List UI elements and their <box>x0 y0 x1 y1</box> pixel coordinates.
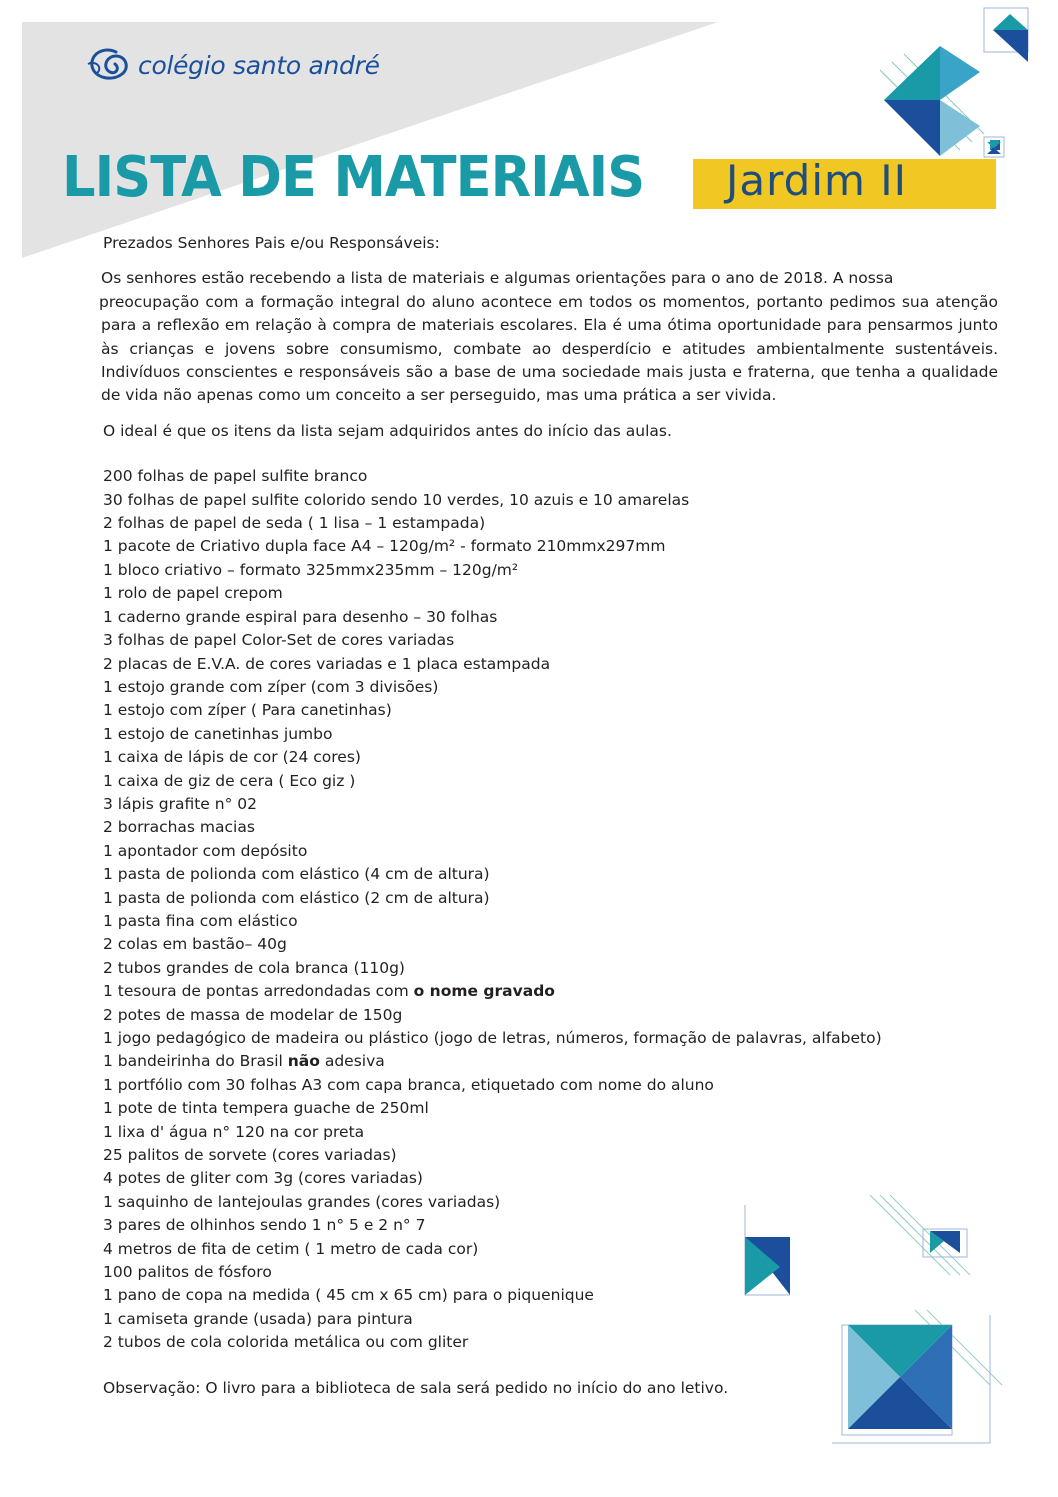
list-item-text: 3 folhas de papel Color-Set de cores variadas <box>103 631 455 650</box>
list-item-text: 1 camiseta grande (usada) para pintura <box>103 1309 413 1328</box>
list-item <box>103 887 998 910</box>
observation-note: Observação: O livro para a biblioteca de sala será pedido no início do ano letivo. <box>103 1378 729 1397</box>
list-item-text: 3 lápis grafite n° 02 <box>103 794 257 813</box>
list-item <box>103 653 998 676</box>
intro-paragraph <box>101 267 998 407</box>
list-item <box>103 1050 998 1073</box>
list-item-text: 1 jogo pedagógico de madeira ou plástico (jogo de letras, números, formação de palavras, alfabeto) <box>103 1029 882 1047</box>
list-item-text: 1 pasta fina com elástico <box>103 911 298 930</box>
list-item-text: 1 apontador com depósito <box>103 841 308 860</box>
list-item <box>103 629 998 652</box>
list-item <box>103 582 998 605</box>
list-item <box>103 957 998 980</box>
list-item-text: 1 caixa de lápis de cor (24 cores) <box>103 748 361 767</box>
list-item-text: 1 portfólio com 30 folhas A3 com capa branca, etiquetado com nome do aluno <box>103 1075 714 1094</box>
list-item <box>103 770 998 793</box>
list-item-text: 1 estojo de canetinhas jumbo <box>103 724 333 743</box>
list-item-text: 1 estojo com zíper ( Para canetinhas) <box>103 701 392 720</box>
list-item-text: 1 tesoura de pontas arredondadas com <box>103 982 414 1001</box>
list-item-emphasis: o nome gravado <box>413 982 555 1001</box>
list-item-text: 2 tubos de cola colorida metálica ou com gliter <box>103 1333 469 1352</box>
list-item-text: 4 metros de fita de cetim ( 1 metro de cada cor) <box>103 1239 479 1258</box>
list-item-text: 3 pares de olhinhos sendo 1 n° 5 e 2 n° 7 <box>103 1216 426 1235</box>
logo-swirl-icon <box>86 44 136 86</box>
intro-first-line: Os senhores estão recebendo a lista de materiais e algumas orientações para o ano de 2018. A nossa <box>101 269 894 288</box>
list-item-text: 1 pote de tinta tempera guache de 250ml <box>103 1099 429 1118</box>
list-item-text: 1 caixa de giz de cera ( Eco giz ) <box>103 771 356 790</box>
list-item <box>103 676 998 699</box>
school-logo <box>86 44 380 86</box>
list-item-emphasis: não <box>287 1052 320 1071</box>
list-item <box>103 1144 998 1167</box>
list-item-text: 200 folhas de papel sulfite branco <box>103 467 368 486</box>
list-item-text: 30 folhas de papel sulfite colorido sendo 10 verdes, 10 azuis e 10 amarelas <box>103 490 690 509</box>
title-corner-icon <box>983 136 1005 158</box>
list-item-text: 1 pasta de polionda com elástico (4 cm de altura) <box>103 865 490 884</box>
list-item <box>103 840 998 863</box>
list-item-text: 100 palitos de fósforo <box>103 1263 272 1282</box>
list-item <box>103 1074 998 1097</box>
list-item <box>103 1027 998 1050</box>
list-item <box>103 559 998 582</box>
list-item <box>103 723 998 746</box>
list-item <box>103 1214 998 1237</box>
list-item-text: 2 potes de massa de modelar de 150g <box>103 1005 403 1024</box>
greeting: Prezados Senhores Pais e/ou Responsáveis: <box>103 234 440 252</box>
grade-badge: Jardim II <box>726 156 908 205</box>
list-item <box>103 933 998 956</box>
list-item <box>103 1261 998 1284</box>
list-item <box>103 1121 998 1144</box>
school-name: colégio santo andré <box>138 50 380 80</box>
list-item <box>103 699 998 722</box>
list-item-text: 1 bandeirinha do Brasil <box>103 1052 288 1071</box>
list-item <box>103 1167 998 1190</box>
list-item <box>103 793 998 816</box>
list-item <box>103 512 998 535</box>
page-title: LISTA DE MATERIAIS <box>62 145 645 210</box>
list-item <box>103 489 998 512</box>
list-item <box>103 535 998 558</box>
list-item-text: 1 saquinho de lantejoulas grandes (cores variadas) <box>103 1192 501 1211</box>
list-item-text: 1 pacote de Criativo dupla face A4 – 120g/m² - formato 210mmx297mm <box>103 537 666 556</box>
list-item-text: 4 potes de gliter com 3g (cores variadas) <box>103 1169 423 1188</box>
list-item <box>103 1308 998 1331</box>
list-item <box>103 863 998 886</box>
ideal-sentence: O ideal é que os itens da lista sejam adquiridos antes do início das aulas. <box>103 421 672 440</box>
materials-list <box>103 465 998 1354</box>
intro-rest: preocupação com a formação integral do aluno acontece em todos os momentos, portanto pedimos sua atenção para a reflexão em relação à compra de materiais escolares. Ela é uma ótima oportunidade para pensarmos junto às crianças e jovens sobre consumismo, combate ao desperdício e atitudes ambientalmente sustentáveis. Indivíduos conscientes e responsáveis são a base de uma sociedade mais justa e fraterna, que tenha a qualidade de vida não apenas como um conceito a ser perseguido, mas uma prática a ser vivida. <box>99 292 998 405</box>
list-item-text: 2 tubos grandes de cola branca (110g) <box>103 958 405 977</box>
list-item-text: 1 pano de copa na medida ( 45 cm x 65 cm) para o piquenique <box>103 1286 594 1305</box>
list-item <box>103 1331 998 1354</box>
list-item <box>103 1097 998 1120</box>
list-item-text: 2 placas de E.V.A. de cores variadas e 1 placa estampada <box>103 654 551 673</box>
list-item-text: 25 palitos de sorvete (cores variadas) <box>103 1146 397 1165</box>
list-item-text: 1 bloco criativo – formato 325mmx235mm – 120g/m² <box>103 560 519 579</box>
top-right-decoration <box>860 0 1058 165</box>
list-item-text: 1 estojo grande com zíper (com 3 divisões) <box>103 677 439 696</box>
list-item-text: 1 caderno grande espiral para desenho – 30 folhas <box>103 607 498 626</box>
list-item-text: adesiva <box>319 1052 385 1071</box>
letter-content <box>99 232 998 1400</box>
list-item <box>103 465 998 488</box>
list-item <box>103 1238 998 1261</box>
list-item-text: 2 folhas de papel de seda ( 1 lisa – 1 estampada) <box>103 514 486 533</box>
list-item-text: 1 lixa d' água n° 120 na cor preta <box>103 1122 365 1141</box>
list-item <box>103 980 998 1003</box>
list-item-text: 1 rolo de papel crepom <box>103 584 283 603</box>
list-item <box>103 606 998 629</box>
list-item <box>103 816 998 839</box>
list-item <box>103 746 998 769</box>
background-triangle <box>0 0 720 260</box>
list-item-text: 2 borrachas macias <box>103 818 255 837</box>
list-item <box>103 1284 998 1307</box>
list-item-text: 2 colas em bastão– 40g <box>103 935 287 954</box>
list-item-text: 1 pasta de polionda com elástico (2 cm de altura) <box>103 888 490 907</box>
list-item <box>103 1191 998 1214</box>
list-item <box>103 1004 998 1027</box>
list-item <box>103 910 998 933</box>
